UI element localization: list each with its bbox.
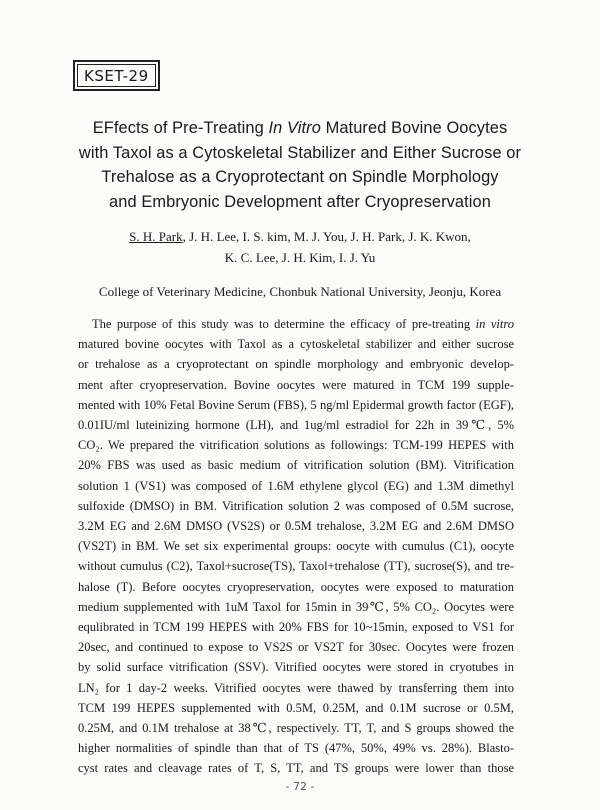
abstract-line: 0.01IU/ml luteinizing hormone (LH), and 1ug/ml estradiol for 22h in 39℃, 5%	[78, 418, 514, 433]
title-line-1	[40, 116, 560, 141]
session-code-badge	[73, 60, 160, 91]
abstract-line: medium supplemented with 1uM Taxol for 15min in 39℃, 5% CO₂. Oocytes were	[78, 599, 514, 614]
abstract-line: (VS2T) in BM. We set six experimental groups: oocyte with cumulus (C1), oocyte	[78, 539, 514, 554]
author-line-1-rest: , J. H. Lee, I. S. kim, M. J. You, J. H. Park, J. K. Kwon,	[182, 229, 471, 244]
abstract-line	[78, 314, 514, 334]
author-list	[40, 227, 560, 268]
abstract-line: 3.2M EG and 2.6M DMSO (VS2S) or 0.5M trehalose, 3.2M EG and 2.6M DMSO	[78, 519, 514, 534]
abstract-line: sulfoxide (DMSO) in BM. Vitrification solution 2 was composed of 0.5M sucrose,	[78, 498, 514, 513]
abstract-line-1-italic: in vitro	[475, 317, 514, 331]
abstract-line-1-pre: The purpose of this study was to determine the efficacy of pre-treating	[92, 317, 476, 331]
abstract-line: 20% FBS was used as basic medium of vitrification solution (BM). Vitrification	[78, 458, 514, 473]
abstract-line: mented with 10% Fetal Bovine Serum (FBS), 5 ng/ml Epidermal growth factor (EGF),	[78, 397, 514, 412]
title-line-4: and Embryonic Development after Cryopreservation	[109, 192, 491, 211]
author-line-1	[40, 227, 560, 248]
title-line-3: Trehalose as a Cryoprotectant on Spindle Morphology	[101, 168, 499, 186]
abstract-line: cyst rates and cleavage rates of T, S, TT, and TS groups were lower than those	[78, 761, 514, 776]
abstract-line: ment after cryopreservation. Bovine oocytes were matured in TCM 199 supple-	[78, 377, 514, 392]
session-code-label: KSET-29	[77, 64, 156, 87]
abstract-line: equlibrated in TCM 199 HEPES with 20% FBS for 10~15min, exposed to VS1 for	[78, 620, 514, 635]
abstract-line: matured bovine oocytes with Taxol as a cytoskeletal stabilizer and either sucrose	[78, 337, 514, 352]
abstract-line: LN₂ for 1 day-2 weeks. Vitrified oocytes were thawed by transferring them into	[78, 680, 514, 695]
title-line-1-post: Matured Bovine Oocytes	[320, 119, 508, 137]
abstract-body	[78, 314, 514, 779]
abstract-line: by solid surface vitrification (SSV). Vitrified oocytes were stored in cryotubes in	[78, 660, 514, 675]
abstract-line: or trehalose as a cryoprotectant on spindle morphology and embryonic develop-	[78, 357, 514, 372]
abstract-line: halose (T). Before oocytes cryopreservation, oocytes were exposed to maturation	[78, 579, 514, 594]
title-line-1-italic: In Vitro	[268, 119, 321, 137]
abstract-line: 20sec, and continued to expose to VS2S or VS2T for 30sec. Oocytes were frozen	[78, 640, 514, 655]
paper-title	[40, 116, 560, 214]
author-line-2: K. C. Lee, J. H. Kim, I. J. Yu	[224, 249, 376, 265]
title-line-1-pre: EFfects of Pre-Treating	[92, 119, 269, 137]
affiliation: College of Veterinary Medicine, Chonbuk National University, Jeonju, Korea	[98, 284, 502, 299]
abstract-line: higher normalities of spindle than that of TS (47%, 50%, 49% vs. 28%). Blasto-	[78, 741, 514, 756]
title-line-2: with Taxol as a Cytoskeletal Stabilizer and Either Sucrose or	[78, 143, 522, 162]
abstract-line: CO₂. We prepared the vitrification solutions as followings: TCM-199 HEPES with	[78, 438, 514, 453]
page-number: - 72 -	[285, 780, 315, 793]
abstract-line: without cumulus (C2), Taxol+sucrose(TS), Taxol+trehalose (TT), sucrose(S), and tre-	[78, 559, 514, 574]
abstract-line: TCM 199 HEPES supplemented with 0.5M, 0.25M, and 0.1M sucrose or 0.5M,	[78, 700, 514, 715]
presenting-author: S. H. Park	[129, 229, 183, 244]
abstract-line: solution 1 (VS1) was composed of 1.6M ethylene glycol (EG) and 1.3M dimethyl	[78, 478, 514, 493]
abstract-line: 0.25M, and 0.1M trehalose at 38℃, respectively. TT, T, and S groups showed the	[78, 721, 514, 736]
